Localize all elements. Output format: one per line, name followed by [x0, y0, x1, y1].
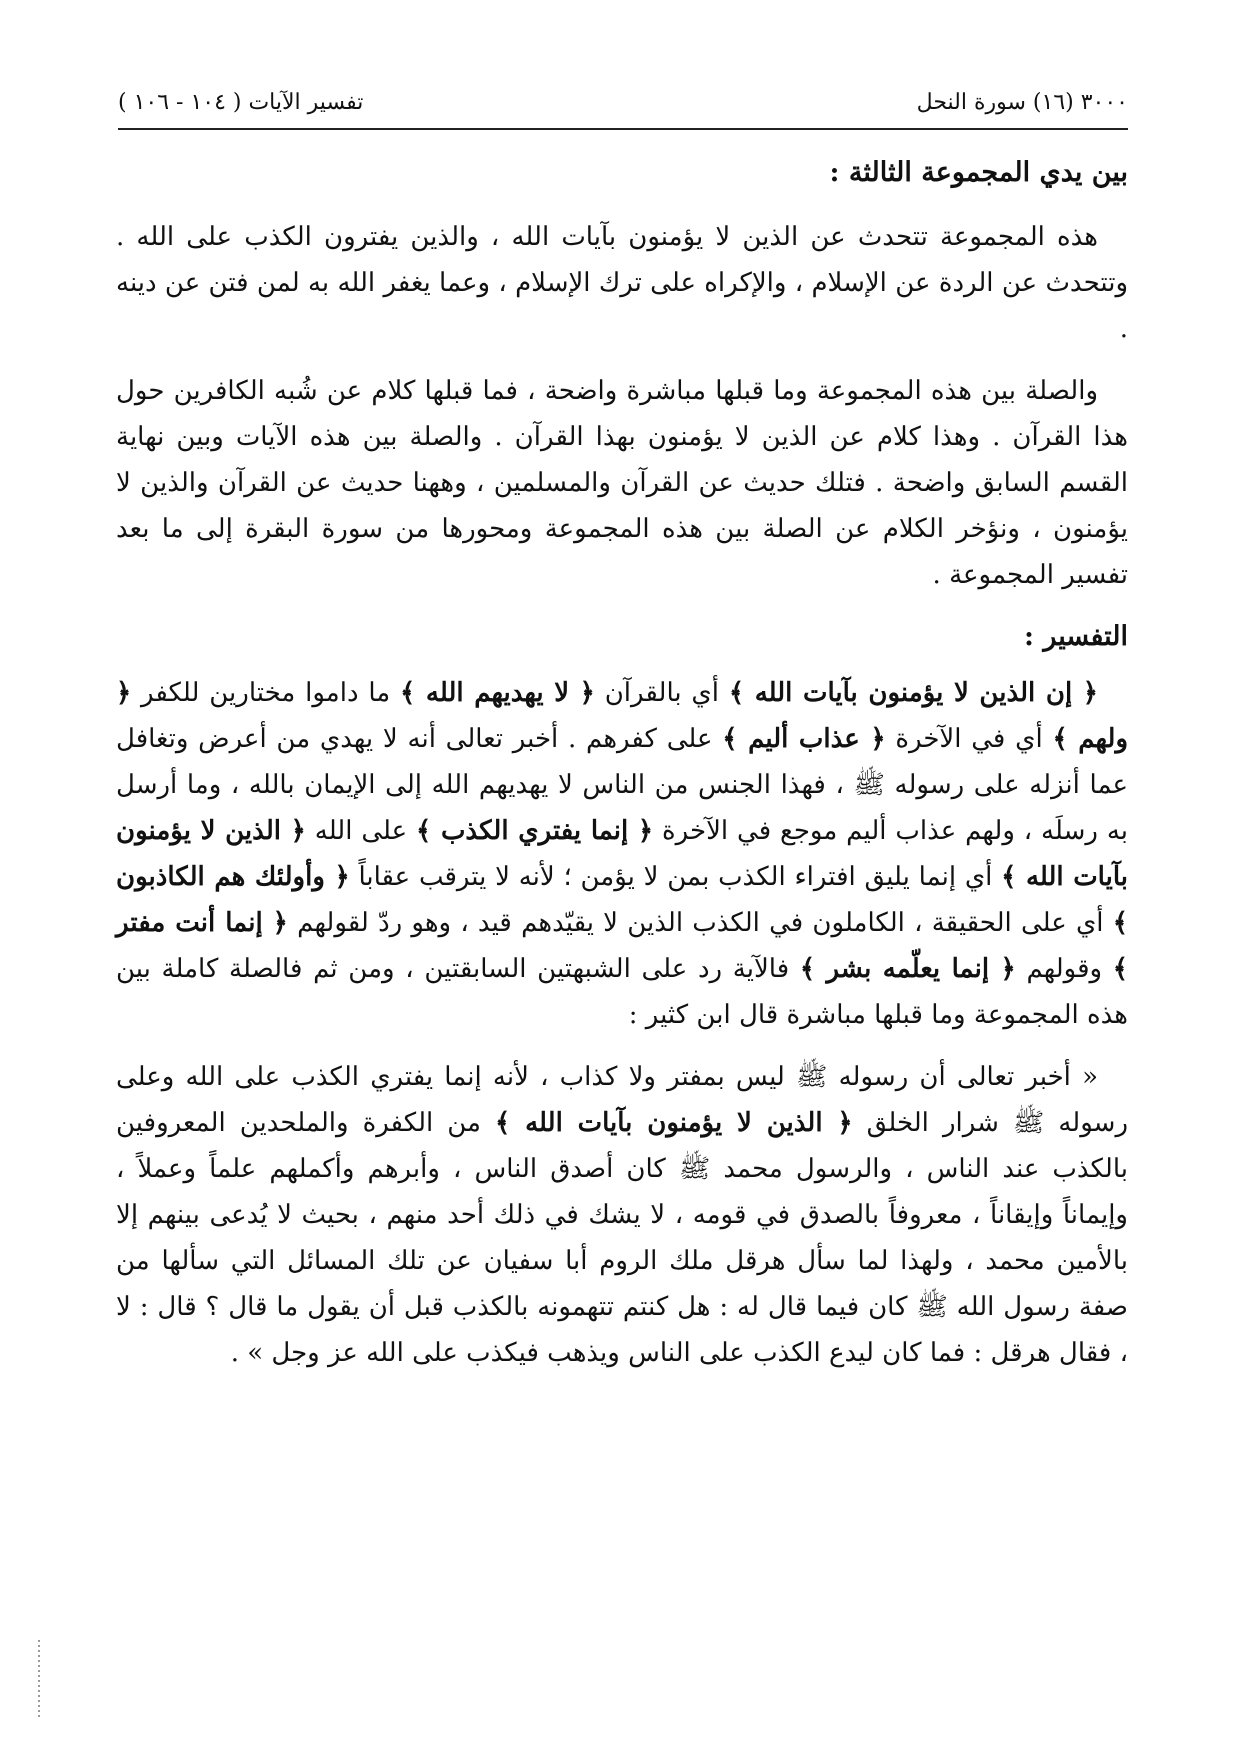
intro-paragraph-1: هذه المجموعة تتحدث عن الذين لا يؤمنون بآيات الله ، والذين يفترون الكذب على الله . وتتحدث عن الردة عن الإسلام ، والإكراه على ترك الإسلام ، وعما يغفر الله به لمن فتن عن دينه .	[116, 222, 1128, 344]
commentary-text: على الله	[305, 816, 417, 846]
section-heading-intro: بين يدي المجموعة الثالثة :	[829, 157, 1128, 188]
commentary-text: أي إنما يليق افتراء الكذب بمن لا يؤمن ؛ لأنه لا يترقب عقاباً	[349, 862, 1002, 892]
commentary-text: أي في الآخرة	[885, 724, 1053, 754]
verse-quote: ﴿ إن الذين لا يؤمنون بآيات الله ﴾	[728, 678, 1099, 708]
verse-quote: ﴿ إنما يعلّمه بشر ﴾	[799, 954, 1016, 984]
section-title: تفسير الآيات ( ١٠٤ - ١٠٦ )	[118, 89, 364, 115]
commentary-text: أي بالقرآن	[594, 678, 729, 708]
verse-quote: ﴿ ولهم ﴾	[116, 678, 1129, 754]
commentary-text: ما داموا مختارين للكفر	[131, 678, 401, 708]
verse-quote: ﴿ عذاب أليم ﴾	[722, 724, 886, 754]
ibn-kathir-quote	[116, 1054, 1128, 1376]
quote-text: من الكفرة والملحدين المعروفين بالكذب عند الناس ، والرسول محمد ﷺ كان أصدق الناس ، وأبرهم وأكملهم علماً وعملاً ، وإيماناً وإيقاناً ، معروفاً بالصدق في قومه ، لا يشك في ذلك أحد منهم ، بحيث لا يُدعى بينهم إلا بالأمين محمد ، ولهذا لما سأل هرقل ملك الروم أبا سفيان عن تلك المسائل التي سألها من صفة رسول الله ﷺ كان فيما قال له : هل كنتم تتهمونه بالكذب قبل أن يقول ما قال ؟ قال : لا ، فقال هرقل : فما كان ليدع الكذب على الناس ويذهب فيكذب على الله عز وجل » .	[116, 1108, 1128, 1368]
commentary-text: أي على الحقيقة ، الكاملون في الكذب الذين لا يقيّدهم قيد ، وهو ردّ لقولهم	[287, 908, 1113, 938]
running-header	[118, 82, 1128, 122]
section-heading-tafsir: التفسير :	[1023, 621, 1128, 652]
commentary-text: على كفرهم . أخبر تعالى أنه لا يهدي من أعرض وتغافل عما أنزله على رسوله ﷺ ، فهذا الجنس من الناس لا يهديهم الله إلى الإيمان بالله ، وما أرسل به رسلَه ، ولهم عذاب أليم موجع في الآخرة	[116, 724, 1128, 846]
commentary-text: وقولهم	[1015, 954, 1113, 984]
verse-quote: ﴿ وأولئك هم الكاذبون ﴾	[116, 862, 1128, 938]
page-body	[116, 150, 1128, 1392]
intro-paragraph-2: والصلة بين هذه المجموعة وما قبلها مباشرة واضحة ، فما قبلها كلام عن شُبه الكافرين حول هذا القرآن . وهذا كلام عن الذين لا يؤمنون بهذا القرآن . والصلة بين هذه الآيات وبين نهاية القسم السابق واضحة . فتلك حديث عن القرآن والمسلمين ، وههنا حديث عن القرآن والذين لا يؤمنون ، ونؤخر الكلام عن الصلة بين هذه المجموعة ومحورها من سورة البقرة إلى ما بعد تفسير المجموعة .	[116, 376, 1128, 590]
verse-quote: ﴿ الذين لا يؤمنون بآيات الله ﴾	[116, 816, 1128, 892]
commentary-text: فالآية رد على الشبهتين السابقتين ، ومن ثم فالصلة كاملة بين هذه المجموعة وما قبلها مباشرة قال ابن كثير :	[116, 954, 1128, 1030]
page-number-surah: ٣٠٠٠ (١٦) سورة النحل	[916, 89, 1128, 115]
verse-quote: ﴿ لا يهديهم الله ﴾	[400, 678, 595, 708]
tafsir-paragraph	[116, 670, 1128, 1038]
verse-quote: ﴿ الذين لا يؤمنون بآيات الله ﴾	[495, 1108, 853, 1138]
verse-quote: ﴿ إنما أنت مفتر ﴾	[116, 908, 1128, 984]
quote-text: « أخبر تعالى أن رسوله ﷺ ليس بمفتر ولا كذاب ، لأنه إنما يفتري الكذب على الله وعلى رسوله ﷺ شرار الخلق	[116, 1062, 1128, 1138]
verse-quote: ﴿ إنما يفتري الكذب ﴾	[416, 816, 654, 846]
header-divider	[118, 128, 1128, 130]
margin-scan-mark	[38, 1640, 40, 1720]
